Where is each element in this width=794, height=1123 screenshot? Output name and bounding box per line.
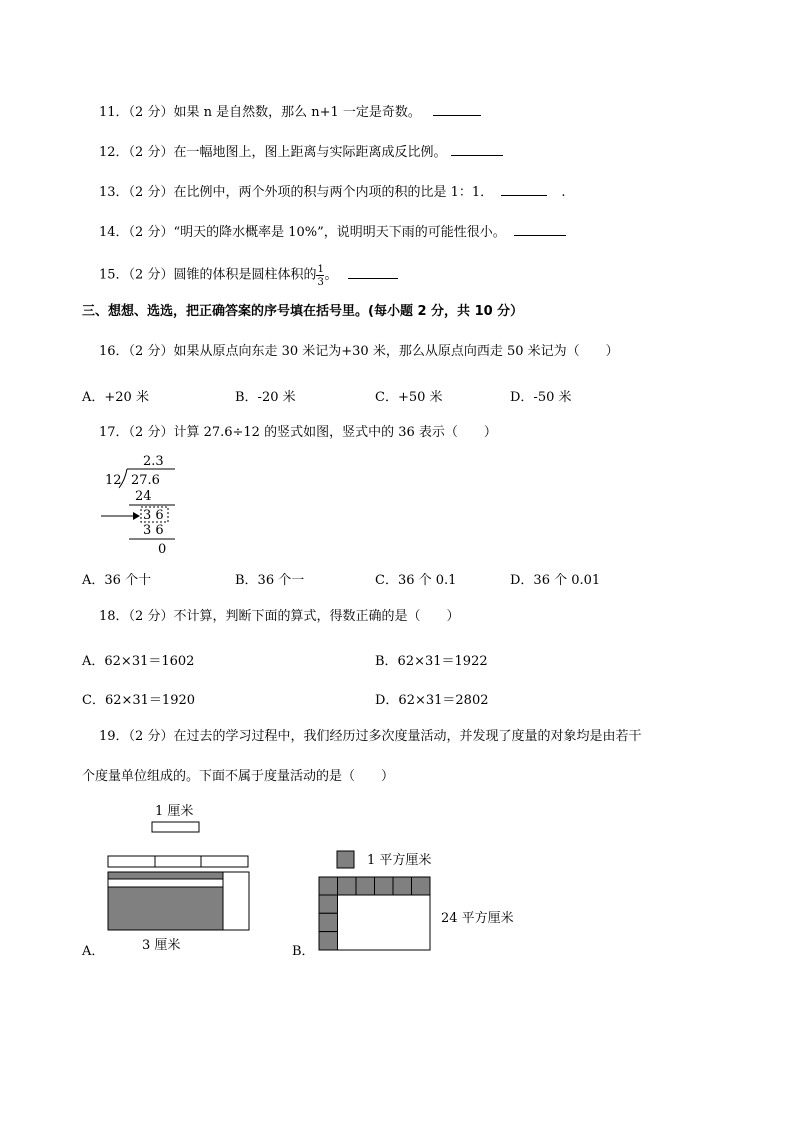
question-13	[99, 183, 566, 201]
question-18-text: 18．（2 分）不计算，判断下面的算式，得数正确的是（ ）	[99, 609, 460, 624]
question-15-period: 。	[324, 267, 338, 283]
figure-b-left-squares	[319, 895, 338, 950]
question-13-text: 13．（2 分）在比例中，两个外项的积与两个内项的积的比是 1：1．	[99, 185, 494, 200]
division-step-36: 3 6	[143, 523, 164, 538]
long-division-figure	[95, 450, 185, 560]
question-11	[99, 103, 481, 121]
figure-a-option-label: A．	[82, 944, 105, 959]
q16-option-d[interactable]: D．-50 米	[510, 390, 572, 405]
q17-option-c[interactable]: C．36 个 0.1	[375, 573, 457, 588]
q18-option-a[interactable]: A．62×31＝1602	[82, 654, 195, 669]
figure-a-gray-block	[108, 887, 223, 930]
question-15-text: 15．（2 分）圆锥的体积是圆柱体积的	[99, 267, 317, 283]
division-divisor: 12	[105, 473, 122, 488]
figure-b-option-label: B．	[292, 944, 315, 959]
question-14-text: 14．（2 分）“明天的降水概率是 10%”，说明明天下雨的可能性很小。	[99, 225, 506, 240]
figure-b-area-measure[interactable]	[290, 843, 540, 960]
figure-b-area-label: 24 平方厘米	[441, 911, 514, 926]
answer-blank-13[interactable]	[501, 183, 547, 196]
question-14	[99, 223, 566, 241]
figure-a-length-label: 3 厘米	[142, 938, 181, 953]
figure-b-unit-label: 1 平方厘米	[367, 853, 432, 868]
question-16-text: 16．（2 分）如果从原点向东走 30 米记为+30 米，那么从原点向西走 50 米记为（ ）	[99, 344, 619, 359]
division-dividend: 27.6	[131, 473, 160, 488]
answer-blank-15[interactable]	[348, 266, 398, 279]
question-19-text-line2: 个度量单位组成的。下面不属于度量活动的是（ ）	[82, 769, 395, 784]
answer-blank-12[interactable]	[451, 143, 503, 156]
q17-option-b[interactable]: B．36 个一	[235, 573, 305, 588]
fraction-one-third	[316, 264, 324, 286]
q18-option-c[interactable]: C．62×31＝1920	[82, 693, 196, 708]
fraction-denominator: 3	[317, 277, 324, 288]
answer-blank-14[interactable]	[514, 223, 566, 236]
arrow-icon	[133, 512, 140, 520]
q17-option-a[interactable]: A．36 个十	[82, 573, 152, 588]
question-15	[99, 264, 398, 286]
q18-option-d[interactable]: D．62×31＝2802	[375, 693, 489, 708]
unit-square-cm	[337, 851, 354, 868]
division-quotient: 2.3	[143, 454, 164, 469]
unit-centimeter-bar	[152, 822, 199, 832]
three-cm-ruler	[108, 856, 248, 867]
question-11-text: 11．（2 分）如果 n 是自然数，那么 n+1 一定是奇数。	[99, 105, 421, 120]
q17-option-d[interactable]: D．36 个 0.01	[510, 573, 601, 588]
division-remainder: 0	[158, 542, 167, 557]
q16-option-b[interactable]: B．-20 米	[235, 390, 296, 405]
q16-option-a[interactable]: A．+20 米	[82, 390, 149, 405]
question-17-text: 17．（2 分）计算 27.6÷12 的竖式如图，竖式中的 36 表示（ ）	[99, 425, 497, 440]
q18-option-b[interactable]: B．62×31＝1922	[375, 654, 488, 669]
figure-b-top-squares	[319, 877, 430, 895]
division-step-36-highlighted: 3 6	[143, 508, 164, 523]
question-13-tail: .	[561, 185, 566, 200]
question-12-text: 12．（2 分）在一幅地图上，图上距离与实际距离成反比例。	[99, 145, 447, 160]
question-12	[99, 143, 503, 161]
question-19-text-line1: 19．（2 分）在过去的学习过程中，我们经历过多次度量活动，并发现了度量的对象均是由若干	[99, 729, 642, 744]
figure-a-length-measure[interactable]	[80, 798, 270, 960]
figure-a-unit-label: 1 厘米	[155, 804, 194, 819]
division-step-24: 24	[135, 489, 152, 504]
section-3-title: 三、想想、选选，把正确答案的序号填在括号里。(每小题 2 分，共 10 分）	[82, 304, 524, 319]
q16-option-c[interactable]: C．+50 米	[375, 390, 443, 405]
figure-a-gray-strip	[108, 872, 223, 879]
fraction-numerator: 1	[317, 264, 324, 275]
answer-blank-11[interactable]	[433, 103, 481, 116]
